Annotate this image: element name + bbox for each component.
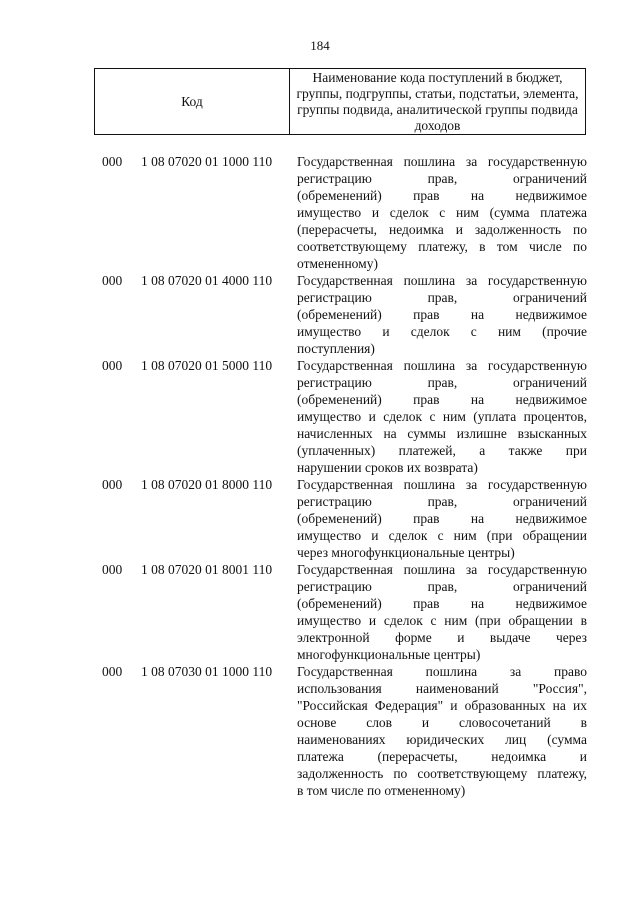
description-line: через многофункциональные центры) bbox=[297, 545, 515, 560]
table-body bbox=[0, 153, 640, 799]
table-row bbox=[0, 357, 640, 476]
description-line: регистрацию прав, ограничений bbox=[297, 290, 587, 305]
description-line: регистрацию прав, ограничений bbox=[297, 375, 587, 390]
description-line: начисленных на суммы излишне взысканных bbox=[297, 426, 587, 441]
description-line: Государственная пошлина за государственную bbox=[297, 273, 587, 288]
admin-code: 000 bbox=[102, 562, 123, 577]
description-line: (перерасчеты, недоимка и задолженность по bbox=[297, 222, 587, 237]
table-header bbox=[94, 68, 586, 135]
description-line: регистрацию прав, ограничений bbox=[297, 171, 587, 186]
table-row bbox=[0, 272, 640, 357]
revenue-description bbox=[297, 476, 587, 561]
revenue-description bbox=[297, 663, 587, 799]
code-column-header: Код bbox=[95, 69, 290, 134]
description-line: Государственная пошлина за государственную bbox=[297, 358, 587, 373]
revenue-code: 1 08 07020 01 5000 110 bbox=[141, 358, 273, 373]
admin-code: 000 bbox=[102, 154, 123, 169]
description-line: в том числе по отмененному) bbox=[297, 783, 466, 798]
revenue-description bbox=[297, 561, 587, 663]
revenue-code: 1 08 07020 01 1000 110 bbox=[141, 154, 273, 169]
description-line: наименованиях юридических лиц (сумма bbox=[297, 732, 587, 747]
description-line: имущество и сделок с ним (уплата процентов, bbox=[297, 409, 587, 424]
description-line: основе слов и словосочетаний в bbox=[297, 715, 587, 730]
table-row bbox=[0, 476, 640, 561]
description-line: имущество и сделок с ним (сумма платежа bbox=[297, 205, 587, 220]
description-line: Государственная пошлина за государственную bbox=[297, 154, 587, 169]
page-number: 184 bbox=[310, 38, 330, 53]
table-row bbox=[0, 663, 640, 799]
description-line: регистрацию прав, ограничений bbox=[297, 579, 587, 594]
revenue-description bbox=[297, 153, 587, 272]
description-line: соответствующему платежу, в том числе по bbox=[297, 239, 587, 254]
description-line: (обременений) прав на недвижимое bbox=[297, 307, 587, 322]
revenue-code: 1 08 07020 01 4000 110 bbox=[141, 273, 273, 288]
name-column-header: Наименование кода поступлений в бюджет, группы, подгруппы, статьи, подстатьи, элемента, группы подвида, аналитической группы подвида доходов bbox=[296, 69, 579, 133]
description-line: Государственная пошлина за государственную bbox=[297, 562, 587, 577]
revenue-description bbox=[297, 272, 587, 357]
description-line: регистрацию прав, ограничений bbox=[297, 494, 587, 509]
description-line: Государственная пошлина за государственную bbox=[297, 477, 587, 492]
revenue-code: 1 08 07030 01 1000 110 bbox=[141, 664, 273, 679]
description-line: (обременений) прав на недвижимое bbox=[297, 392, 587, 407]
description-line: "Российская Федерация" и образованных на их bbox=[297, 698, 587, 713]
revenue-description bbox=[297, 357, 587, 476]
table-row bbox=[0, 561, 640, 663]
description-line: поступления) bbox=[297, 341, 375, 356]
description-line: задолженность по соответствующему платежу, bbox=[297, 766, 587, 781]
description-line: (уплаченных) платежей, а также при bbox=[297, 443, 587, 458]
description-line: платежа (перерасчеты, недоимка и bbox=[297, 749, 587, 764]
description-line: Государственная пошлина за право bbox=[297, 664, 587, 679]
description-line: отмененному) bbox=[297, 256, 378, 271]
admin-code: 000 bbox=[102, 273, 123, 288]
description-line: электронной форме и выдаче через bbox=[297, 630, 587, 645]
description-line: многофункциональные центры) bbox=[297, 647, 481, 662]
admin-code: 000 bbox=[102, 477, 123, 492]
admin-code: 000 bbox=[102, 358, 123, 373]
table-row bbox=[0, 153, 640, 272]
description-line: имущество и сделок с ним (при обращении в bbox=[297, 613, 587, 628]
description-line: использования наименований "Россия", bbox=[297, 681, 587, 696]
description-line: (обременений) прав на недвижимое bbox=[297, 596, 587, 611]
revenue-code: 1 08 07020 01 8001 110 bbox=[141, 562, 273, 577]
description-line: (обременений) прав на недвижимое bbox=[297, 188, 587, 203]
description-line: нарушении сроков их возврата) bbox=[297, 460, 478, 475]
description-line: имущество и сделок с ним (прочие bbox=[297, 324, 587, 339]
admin-code: 000 bbox=[102, 664, 123, 679]
description-line: (обременений) прав на недвижимое bbox=[297, 511, 587, 526]
revenue-code: 1 08 07020 01 8000 110 bbox=[141, 477, 273, 492]
description-line: имущество и сделок с ним (при обращении bbox=[297, 528, 587, 543]
